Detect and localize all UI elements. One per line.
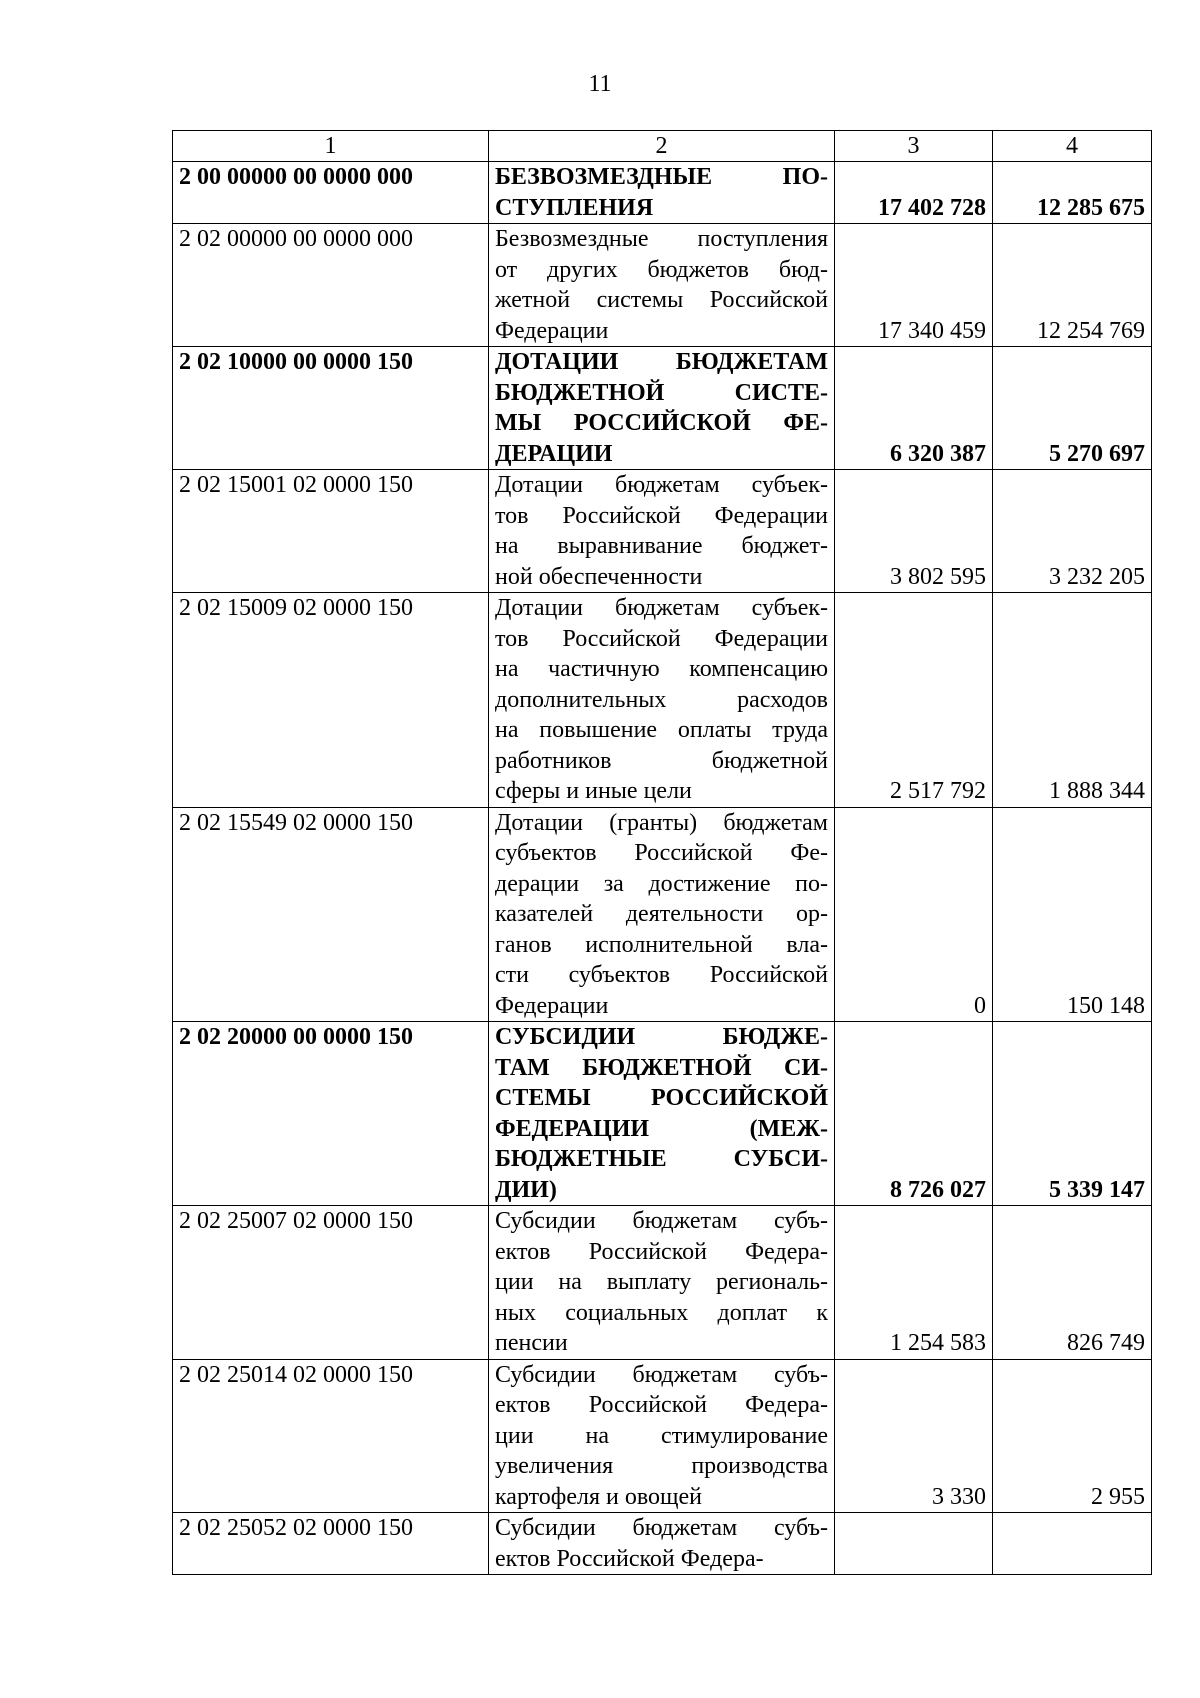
item-name-line: БЮДЖЕТНОЙ СИСТЕ- bbox=[495, 379, 828, 406]
item-name-line: ных социальных доплат к bbox=[495, 1299, 828, 1326]
item-name-cell bbox=[489, 162, 835, 224]
item-name-cell bbox=[489, 1022, 835, 1206]
item-name-line: ции на стимулирование bbox=[495, 1422, 828, 1449]
item-name-line: ФЕДЕРАЦИИ (МЕЖ- bbox=[495, 1115, 828, 1142]
item-name-line: дерации за достижение по- bbox=[495, 870, 828, 897]
item-name-line: ДОТАЦИИ БЮДЖЕТАМ bbox=[495, 349, 828, 375]
item-name-cell bbox=[489, 1513, 835, 1575]
item-name-line: на частичную компенсацию bbox=[495, 656, 828, 682]
value-col3-cell: 17 402 728 bbox=[835, 162, 993, 224]
item-name-line: ДИИ) bbox=[495, 1176, 557, 1203]
budget-code-cell: 2 02 25014 02 0000 150 bbox=[173, 1359, 489, 1513]
value-col4-cell: 5 339 147 bbox=[993, 1022, 1152, 1206]
item-name-line: Дотации (гранты) бюджетам bbox=[495, 809, 828, 836]
item-name-line: на повышение оплаты труда bbox=[495, 717, 828, 743]
table-row bbox=[173, 162, 1152, 224]
item-name-line: субъектов Российской Фе- bbox=[495, 840, 828, 866]
item-name-line: на выравнивание бюджет- bbox=[495, 533, 828, 559]
column-header-4: 4 bbox=[993, 131, 1152, 162]
value-col4-cell: 1 888 344 bbox=[993, 593, 1152, 808]
value-col3-cell: 17 340 459 bbox=[835, 224, 993, 347]
column-header-1: 1 bbox=[173, 131, 489, 162]
item-name-line: тов Российской Федерации bbox=[495, 625, 828, 652]
value-col4-cell: 3 232 205 bbox=[993, 470, 1152, 593]
table-row bbox=[173, 1359, 1152, 1513]
table-row bbox=[173, 470, 1152, 593]
budget-code-cell: 2 02 15549 02 0000 150 bbox=[173, 807, 489, 1022]
item-name-cell bbox=[489, 593, 835, 808]
item-name-line: пенсии bbox=[495, 1330, 568, 1356]
budget-code-cell: 2 02 10000 00 0000 150 bbox=[173, 347, 489, 470]
item-name-line: СУБСИДИИ БЮДЖЕ- bbox=[495, 1024, 828, 1050]
item-name-line: ТАМ БЮДЖЕТНОЙ СИ- bbox=[495, 1054, 828, 1081]
item-name-line: сферы и иные цели bbox=[495, 778, 692, 804]
item-name-line: Субсидии бюджетам субъ- bbox=[495, 1208, 828, 1234]
value-col3-cell: 0 bbox=[835, 807, 993, 1022]
item-name-line: ции на выплату региональ- bbox=[495, 1269, 828, 1295]
item-name-line: от других бюджетов бюд- bbox=[495, 256, 828, 283]
item-name-cell bbox=[489, 1206, 835, 1360]
item-name-line: БЕЗВОЗМЕЗДНЫЕ ПО- bbox=[495, 164, 828, 190]
item-name-line: картофеля и овощей bbox=[495, 1483, 703, 1510]
item-name-line: СТУПЛЕНИЯ bbox=[495, 194, 654, 221]
value-col4-cell: 12 285 675 bbox=[993, 162, 1152, 224]
table-row bbox=[173, 224, 1152, 347]
item-name-line: Субсидии бюджетам субъ- bbox=[495, 1515, 828, 1541]
column-header-row bbox=[173, 131, 1152, 162]
table-row bbox=[173, 1206, 1152, 1360]
item-name-cell bbox=[489, 807, 835, 1022]
item-name-line: ектов Российской Федера- bbox=[495, 1392, 828, 1418]
value-col3-cell: 8 726 027 bbox=[835, 1022, 993, 1206]
item-name-line: тов Российской Федерации bbox=[495, 502, 828, 529]
budget-code-cell: 2 02 25052 02 0000 150 bbox=[173, 1513, 489, 1575]
budget-code-cell: 2 02 20000 00 0000 150 bbox=[173, 1022, 489, 1206]
value-col3-cell: 3 802 595 bbox=[835, 470, 993, 593]
item-name-line: увеличения производства bbox=[495, 1453, 828, 1479]
budget-code-cell: 2 02 15001 02 0000 150 bbox=[173, 470, 489, 593]
item-name-line: БЮДЖЕТНЫЕ СУБСИ- bbox=[495, 1146, 828, 1172]
item-name-cell bbox=[489, 347, 835, 470]
value-col3-cell bbox=[835, 1513, 993, 1575]
item-name-line: Дотации бюджетам субъек- bbox=[495, 595, 828, 621]
item-name-line: жетной системы Российской bbox=[495, 287, 828, 313]
budget-code-cell: 2 02 25007 02 0000 150 bbox=[173, 1206, 489, 1360]
item-name-line: Федерации bbox=[495, 317, 609, 344]
column-header-2: 2 bbox=[489, 131, 835, 162]
item-name-line: СТЕМЫ РОССИЙСКОЙ bbox=[495, 1085, 828, 1111]
budget-code-cell: 2 02 15009 02 0000 150 bbox=[173, 593, 489, 808]
page-number: 11 bbox=[588, 71, 612, 97]
value-col4-cell: 150 148 bbox=[993, 807, 1152, 1022]
value-col3-cell: 1 254 583 bbox=[835, 1206, 993, 1360]
value-col4-cell bbox=[993, 1513, 1152, 1575]
table-row bbox=[173, 347, 1152, 470]
item-name-line: ной обеспеченности bbox=[495, 563, 703, 590]
table-row bbox=[173, 1022, 1152, 1206]
item-name-cell bbox=[489, 470, 835, 593]
budget-code-cell: 2 00 00000 00 0000 000 bbox=[173, 162, 489, 224]
item-name-cell bbox=[489, 1359, 835, 1513]
value-col3-cell: 3 330 bbox=[835, 1359, 993, 1513]
value-col4-cell: 826 749 bbox=[993, 1206, 1152, 1360]
value-col4-cell: 2 955 bbox=[993, 1359, 1152, 1513]
table-row bbox=[173, 593, 1152, 808]
column-header-3: 3 bbox=[835, 131, 993, 162]
item-name-cell bbox=[489, 224, 835, 347]
budget-table-body bbox=[173, 131, 1152, 1575]
value-col4-cell: 5 270 697 bbox=[993, 347, 1152, 470]
item-name-line: МЫ РОССИЙСКОЙ ФЕ- bbox=[495, 410, 828, 436]
item-name-line: ектов Российской Федера- bbox=[495, 1238, 828, 1265]
table-row bbox=[173, 1513, 1152, 1575]
item-name-line: сти субъектов Российской bbox=[495, 962, 828, 988]
item-name-line: ектов Российской Федера- bbox=[495, 1545, 764, 1572]
item-name-line: Безвозмездные поступления bbox=[495, 226, 828, 252]
item-name-line: Субсидии бюджетам субъ- bbox=[495, 1361, 828, 1388]
item-name-line: ганов исполнительной вла- bbox=[495, 931, 828, 958]
item-name-line: работников бюджетной bbox=[495, 747, 828, 774]
item-name-line: Федерации bbox=[495, 992, 609, 1019]
budget-code-cell: 2 02 00000 00 0000 000 bbox=[173, 224, 489, 347]
budget-table bbox=[172, 130, 1152, 1575]
table-row bbox=[173, 807, 1152, 1022]
value-col3-cell: 6 320 387 bbox=[835, 347, 993, 470]
item-name-line: дополнительных расходов bbox=[495, 686, 828, 713]
value-col4-cell: 12 254 769 bbox=[993, 224, 1152, 347]
item-name-line: ДЕРАЦИИ bbox=[495, 440, 613, 467]
item-name-line: Дотации бюджетам субъек- bbox=[495, 472, 828, 498]
value-col3-cell: 2 517 792 bbox=[835, 593, 993, 808]
item-name-line: казателей деятельности ор- bbox=[495, 901, 828, 927]
